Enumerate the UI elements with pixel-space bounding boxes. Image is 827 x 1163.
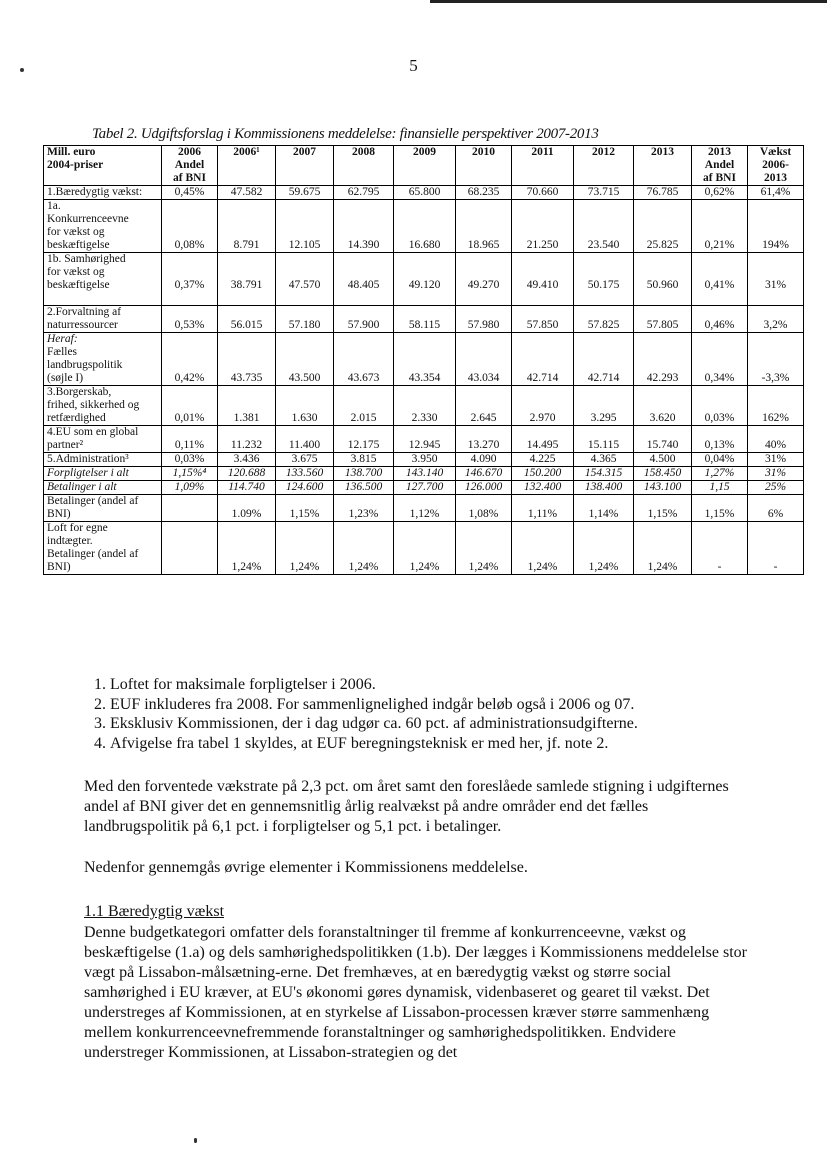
table-cell: 3.295	[574, 386, 634, 426]
table-cell: 0,53%	[162, 306, 218, 333]
table-cell: 1,09%	[162, 481, 218, 495]
table-cell: 21.250	[512, 200, 574, 253]
table-cell: 150.200	[512, 467, 574, 481]
table-row	[44, 333, 804, 386]
table-cell: 1,12%	[394, 495, 456, 522]
row-label-line: for vækst og	[47, 266, 105, 278]
header-line: 2004-priser	[47, 159, 104, 171]
table-cell: 158.450	[634, 467, 692, 481]
footnote-3: 3. Eksklusiv Kommissionen, der i dag udgør ca. 60 pct. af administrationsudgifterne.	[110, 714, 810, 734]
row-label-line: 4.EU som en global	[47, 426, 139, 438]
table-cell: 12.945	[394, 426, 456, 453]
row-label-line: naturressourcer	[47, 319, 118, 331]
table-cell: 3.675	[276, 453, 334, 467]
table-cell: 114.740	[218, 481, 276, 495]
header-line: 2013	[708, 146, 731, 158]
table-row	[44, 467, 804, 481]
table-cell: 15.115	[574, 426, 634, 453]
header-line: 2006	[178, 146, 201, 158]
table-cell: 143.140	[394, 467, 456, 481]
table-cell: 76.785	[634, 186, 692, 200]
table-cell: 38.791	[218, 253, 276, 306]
table-cell: 0,11%	[162, 426, 218, 453]
header-line: Vækst	[759, 146, 792, 158]
table-cell: 49.410	[512, 253, 574, 306]
table-cell: 42.714	[574, 333, 634, 386]
group-forpligtelser	[44, 467, 804, 481]
table-cell: 43.354	[394, 333, 456, 386]
table-cell: 14.390	[334, 200, 394, 253]
table-cell: 194%	[748, 200, 804, 253]
table-cell: 42.293	[634, 333, 692, 386]
table-cell: 59.675	[276, 186, 334, 200]
row-label-line: Betalinger (andel af	[47, 495, 139, 507]
table-cell: 6%	[748, 495, 804, 522]
section-heading: 1.1 Bæredygtig vækst	[84, 903, 225, 920]
header-cell	[634, 146, 692, 186]
row-label-line: 5.Administration³	[47, 453, 129, 465]
header-line: af BNI	[173, 172, 206, 184]
footnote-2: 2. EUF inkluderes fra 2008. For sammenlignelighed indgår beløb også i 2006 og 07.	[110, 695, 810, 715]
table-cell: 0,13%	[692, 426, 748, 453]
table-cell: 126.000	[456, 481, 512, 495]
table-cell: 43.500	[276, 333, 334, 386]
table-cell: 1,15%⁴	[162, 467, 218, 481]
table-cell: 12.105	[276, 200, 334, 253]
table-cell: 1,15%	[634, 495, 692, 522]
table-cell: 56.015	[218, 306, 276, 333]
row-label-line: Forpligtelser i alt	[47, 467, 129, 479]
table-cell: 162%	[748, 386, 804, 426]
row-label	[44, 522, 162, 575]
table-header	[44, 146, 804, 186]
table-cell: 124.600	[276, 481, 334, 495]
row-label-line: Fælles	[47, 346, 78, 358]
row-label-line: partner²	[47, 439, 84, 451]
table-cell: 14.495	[512, 426, 574, 453]
table-cell: 43.673	[334, 333, 394, 386]
row-label	[44, 186, 162, 200]
table-cell: 57.900	[334, 306, 394, 333]
row-label	[44, 467, 162, 481]
row-label-line: (søjle I)	[47, 372, 84, 384]
header-line: 2013	[651, 146, 674, 158]
header-cell	[276, 146, 334, 186]
header-cell	[512, 146, 574, 186]
table-cell: 0,62%	[692, 186, 748, 200]
table-cell: 136.500	[334, 481, 394, 495]
row-label-line: frihed, sikkerhed og	[47, 399, 140, 411]
row-label-line: BNI)	[47, 561, 71, 573]
header-row	[44, 146, 804, 186]
table-cell: -	[692, 522, 748, 575]
footnote-4: 4. Afvigelse fra tabel 1 skyldes, at EUF beregningsteknisk er med her, jf. note 2.	[110, 734, 810, 754]
top-rule	[430, 0, 827, 3]
table-cell: 3.436	[218, 453, 276, 467]
header-line: 2008	[352, 146, 375, 158]
header-line: 2010	[472, 146, 495, 158]
table-cell: 42.714	[512, 333, 574, 386]
table-cell: 0,42%	[162, 333, 218, 386]
group-administration	[44, 453, 804, 467]
header-cell	[748, 146, 804, 186]
table-cell: 49.270	[456, 253, 512, 306]
table-cell: 1,27%	[692, 467, 748, 481]
header-line: 2007	[293, 146, 316, 158]
header-cell	[394, 146, 456, 186]
footnotes	[84, 675, 810, 753]
header-line: Andel	[704, 159, 735, 171]
row-label	[44, 333, 162, 386]
table-cell: 0,01%	[162, 386, 218, 426]
paragraph-vaekstrate: Med den forventede vækstrate på 2,3 pct. om året samt den foreslåede samlede stigning i udgifternes andel af BNI giver det en gennemsnitlig årlig realvækst på andre områder end det fælles landbrugspolitik på 6,1 pct. i forpligtelser og 5,1 pct. i betalinger.	[84, 778, 729, 835]
table-cell: 0,37%	[162, 253, 218, 306]
header-cell	[218, 146, 276, 186]
header-line: 2013	[764, 172, 787, 184]
row-label-line: for vækst og	[47, 226, 105, 238]
table-cell: 154.315	[574, 467, 634, 481]
header-line: 2011	[531, 146, 554, 158]
table-cell: 61,4%	[748, 186, 804, 200]
row-label-line: 2.Forvaltning af	[47, 306, 122, 318]
table-cell: 25%	[748, 481, 804, 495]
table-cell: 47.570	[276, 253, 334, 306]
table-cell: 1,23%	[334, 495, 394, 522]
row-label-line: 3.Borgerskab,	[47, 386, 112, 398]
table-cell: 1,11%	[512, 495, 574, 522]
table-cell: -3,3%	[748, 333, 804, 386]
footnote-1: 1. Loftet for maksimale forpligtelser i 2006.	[110, 675, 810, 695]
header-line: 2006¹	[233, 146, 260, 158]
row-label-line: 1b. Samhørighed	[47, 253, 126, 265]
table-cell: 3.815	[334, 453, 394, 467]
table-cell: 1,15	[692, 481, 748, 495]
table-cell: 31%	[748, 453, 804, 467]
table-cell: 127.700	[394, 481, 456, 495]
group-betalinger-alt	[44, 481, 804, 495]
table-cell: 133.560	[276, 467, 334, 481]
stray-mark	[194, 1138, 197, 1143]
row-label	[44, 386, 162, 426]
table-cell: 2.330	[394, 386, 456, 426]
row-label-line: beskæftigelse	[47, 279, 110, 291]
table-cell: 1.630	[276, 386, 334, 426]
group-eu-global	[44, 426, 804, 453]
table-cell: 11.400	[276, 426, 334, 453]
table-cell: 4.500	[634, 453, 692, 467]
table-cell: 120.688	[218, 467, 276, 481]
table-cell: 18.965	[456, 200, 512, 253]
table-cell: 2.970	[512, 386, 574, 426]
row-label-line: indtægter.	[47, 535, 93, 547]
row-label	[44, 481, 162, 495]
table-cell: 1,24%	[574, 522, 634, 575]
table-cell: 12.175	[334, 426, 394, 453]
row-label-line: landbrugspolitik	[47, 359, 123, 371]
header-line: 2009	[413, 146, 436, 158]
table-cell: 0,08%	[162, 200, 218, 253]
table-cell: 48.405	[334, 253, 394, 306]
table-row	[44, 386, 804, 426]
header-line: 2012	[592, 146, 615, 158]
table-cell: 0,41%	[692, 253, 748, 306]
table-cell: 50.960	[634, 253, 692, 306]
table-row	[44, 481, 804, 495]
header-cell	[334, 146, 394, 186]
table-cell: 57.980	[456, 306, 512, 333]
table-row	[44, 453, 804, 467]
page-number: 5	[409, 56, 418, 75]
table-caption: Tabel 2. Udgiftsforslag i Kommissionens meddelelse: finansielle perspektiver 2007-2013	[92, 126, 599, 142]
header-cell	[162, 146, 218, 186]
row-label-line: retfærdighed	[47, 412, 106, 424]
table-cell: 4.090	[456, 453, 512, 467]
table-cell: 4.225	[512, 453, 574, 467]
table-cell: 3.950	[394, 453, 456, 467]
table-cell: 1,24%	[634, 522, 692, 575]
table-cell: 8.791	[218, 200, 276, 253]
row-label-line: Betalinger (andel af	[47, 548, 139, 560]
table-cell: 1,14%	[574, 495, 634, 522]
table-cell: 143.100	[634, 481, 692, 495]
table-cell: 132.400	[512, 481, 574, 495]
table-row	[44, 186, 804, 200]
group-betalinger-andel	[44, 495, 804, 522]
table-cell: 58.115	[394, 306, 456, 333]
table-cell	[162, 495, 218, 522]
row-label	[44, 495, 162, 522]
table-cell: 23.540	[574, 200, 634, 253]
table-cell: 13.270	[456, 426, 512, 453]
row-label-line: beskæftigelse	[47, 239, 110, 251]
paragraph-nedenfor: Nedenfor gennemgås øvrige elementer i Kommissionens meddelelse.	[84, 859, 528, 876]
table-cell: 43.034	[456, 333, 512, 386]
header-line: Mill. euro	[47, 146, 96, 158]
table-cell: 31%	[748, 467, 804, 481]
group-borgerskab	[44, 386, 804, 426]
table-cell: 2.645	[456, 386, 512, 426]
table-cell: 40%	[748, 426, 804, 453]
table-cell: 0,04%	[692, 453, 748, 467]
row-label-line: BNI)	[47, 508, 71, 520]
table-cell: -	[748, 522, 804, 575]
row-label-line: Loft for egne	[47, 522, 108, 534]
table-cell: 0,45%	[162, 186, 218, 200]
table-cell: 1,24%	[394, 522, 456, 575]
header-cell	[692, 146, 748, 186]
table-cell: 68.235	[456, 186, 512, 200]
table-cell: 138.700	[334, 467, 394, 481]
table-cell: 65.800	[394, 186, 456, 200]
budget-table	[43, 145, 804, 575]
table-cell	[162, 522, 218, 575]
table-cell: 57.850	[512, 306, 574, 333]
table-row	[44, 306, 804, 333]
table-cell: 0,46%	[692, 306, 748, 333]
table-cell: 25.825	[634, 200, 692, 253]
table-cell: 1,24%	[334, 522, 394, 575]
table-cell: 57.825	[574, 306, 634, 333]
group-baeredygtig	[44, 186, 804, 306]
table-cell: 31%	[748, 253, 804, 306]
table-cell: 4.365	[574, 453, 634, 467]
table-cell: 1,24%	[218, 522, 276, 575]
row-label	[44, 253, 162, 306]
table-cell: 0,03%	[692, 386, 748, 426]
header-line: 2006-	[762, 159, 789, 171]
table-cell: 70.660	[512, 186, 574, 200]
table-cell: 57.805	[634, 306, 692, 333]
table-cell: 62.795	[334, 186, 394, 200]
table-cell: 43.735	[218, 333, 276, 386]
header-line: Andel	[174, 159, 205, 171]
table-cell: 1.09%	[218, 495, 276, 522]
table-cell: 0,03%	[162, 453, 218, 467]
header-cell	[574, 146, 634, 186]
table-cell: 146.670	[456, 467, 512, 481]
table-cell: 1,08%	[456, 495, 512, 522]
header-cell	[456, 146, 512, 186]
table-cell: 138.400	[574, 481, 634, 495]
table-cell: 0,21%	[692, 200, 748, 253]
table-cell: 73.715	[574, 186, 634, 200]
paragraph-baeredygtig: Denne budgetkategori omfatter dels foranstaltninger til fremme af konkurrenceevne, vækst og beskæftigelse (1.a) og dels samhørighedspolitikken (1.b). Der lægges i Kommissionens meddelelse stor vægt på Lissabon-målsætning-erne. Det fremhæves, at en bæredygtig vækst og større social samhørighed i EU kræver, at EU's økonomi gøres dynamisk, videnbaseret og gearet til vækst. Det understreges af Kommissionen, at en styrkelse af Lissabon-processen kræver større sammenhæng mellem konkurrenceevnefremmende foranstaltninger og samhørighedspolitikken. Endvidere understreger Kommissionen, at Lissabon-strategien og det	[84, 924, 747, 1061]
table-cell: 16.680	[394, 200, 456, 253]
table-cell: 49.120	[394, 253, 456, 306]
table-cell: 3.620	[634, 386, 692, 426]
table-cell: 50.175	[574, 253, 634, 306]
row-label	[44, 426, 162, 453]
row-label	[44, 306, 162, 333]
table-cell: 11.232	[218, 426, 276, 453]
row-label	[44, 453, 162, 467]
header-cell-label	[44, 146, 162, 186]
table-row	[44, 200, 804, 253]
table-cell: 0,34%	[692, 333, 748, 386]
row-label-line: Heraf:	[47, 333, 78, 345]
table-cell: 57.180	[276, 306, 334, 333]
table-cell: 15.740	[634, 426, 692, 453]
table-row	[44, 522, 804, 575]
table-row	[44, 495, 804, 522]
row-label-line: Betalinger i alt	[47, 481, 117, 493]
table-cell: 1,24%	[512, 522, 574, 575]
row-label-line: 1a.	[47, 200, 61, 212]
group-loft	[44, 522, 804, 575]
table-cell: 1,24%	[456, 522, 512, 575]
table-cell: 3,2%	[748, 306, 804, 333]
table-cell: 1,15%	[276, 495, 334, 522]
table-cell: 1,24%	[276, 522, 334, 575]
table-cell: 2.015	[334, 386, 394, 426]
group-forvaltning	[44, 306, 804, 386]
table-row	[44, 253, 804, 306]
row-label-line: Konkurrenceevne	[47, 213, 129, 225]
row-label	[44, 200, 162, 253]
table-cell: 1.381	[218, 386, 276, 426]
row-label-line: 1.Bæredygtig vækst:	[47, 186, 143, 198]
table-row	[44, 426, 804, 453]
table-cell: 47.582	[218, 186, 276, 200]
header-line: af BNI	[703, 172, 736, 184]
table-cell: 1,15%	[692, 495, 748, 522]
